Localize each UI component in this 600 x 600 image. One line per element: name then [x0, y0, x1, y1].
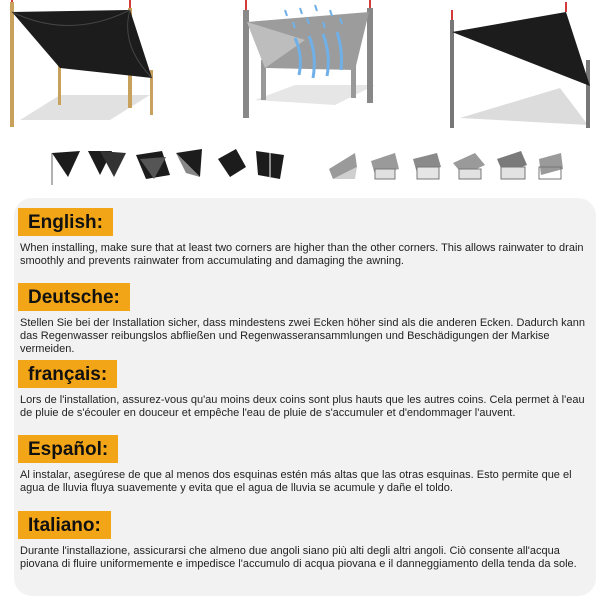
- language-badge: [18, 511, 111, 539]
- sail-shape-icons-dark: [50, 145, 290, 190]
- triangle-sail-icon: [52, 151, 80, 185]
- instructions-card: [14, 198, 596, 596]
- square-sail-icon: [256, 151, 284, 179]
- language-label: English:: [28, 211, 103, 233]
- box-sail-icon: [371, 153, 399, 179]
- language-badge: [18, 435, 118, 463]
- angled-sail-icon: [176, 149, 202, 177]
- instruction-text: Stellen Sie bei der Installation sicher, dass mindestens zwei Ecken höher sind als die anderen Ecken. Dadurch kann das Regenwasser reibungslos abfließen und Regenwasseransammlungen und Beschädigungen der Markise vermeiden.: [20, 317, 585, 355]
- language-badge: [18, 283, 130, 311]
- frame-sail-icon: [539, 153, 563, 179]
- instruction-text: Durante l'installazione, assicurarsi che almeno due angoli siano più alti degli altri angoli. Ciò consente all'acqua piovana di fluire uniformemente e impedisce l'accumulo di acqua piovana e il danneggiamento della tenda da sole.: [20, 545, 577, 570]
- illustration-area: [0, 0, 600, 195]
- double-triangle-sail-icon: [88, 151, 126, 177]
- cube-sail-icon: [413, 153, 441, 179]
- instruction-text: When installing, make sure that at least two corners are higher than the other corners. This allows rainwater to drain smoothly and prevents rainwater from accumulating and damaging the awning.: [20, 242, 584, 267]
- sail-shape-icons-grey: [325, 145, 565, 190]
- language-label: Español:: [28, 438, 109, 460]
- canopy-sail-icon: [453, 153, 485, 179]
- instruction-text: Lors de l'installation, assurez-vous qu'au moins deux coins sont plus hauts que les autres coins. Cela permet à l'eau de pluie de s'écouler en douceur et empêche l'eau de pluie de s'accumuler et d'endommager l'auvent.: [20, 394, 585, 419]
- star-sail-icon: [136, 151, 170, 179]
- language-badge: [18, 208, 113, 236]
- language-label: Italiano:: [28, 514, 101, 536]
- shade-sail-triangle-icon: [440, 0, 600, 130]
- language-label: français:: [28, 363, 108, 385]
- instruction-text: Al instalar, asegúrese de que al menos dos esquinas estén más altas que las otras esquinas. Esto permite que el agua de lluvia fluya suavemente y evita que el agua de lluvia se acumule y dañe el toldo.: [20, 469, 572, 494]
- roof-sail-icon: [329, 153, 357, 179]
- house-sail-icon: [497, 151, 527, 179]
- diamond-sail-icon: [218, 149, 246, 177]
- shade-sail-square-icon: [0, 0, 175, 130]
- language-badge: [18, 360, 117, 388]
- shade-sail-rain-drain-icon: [225, 0, 385, 130]
- language-label: Deutsche:: [28, 286, 120, 308]
